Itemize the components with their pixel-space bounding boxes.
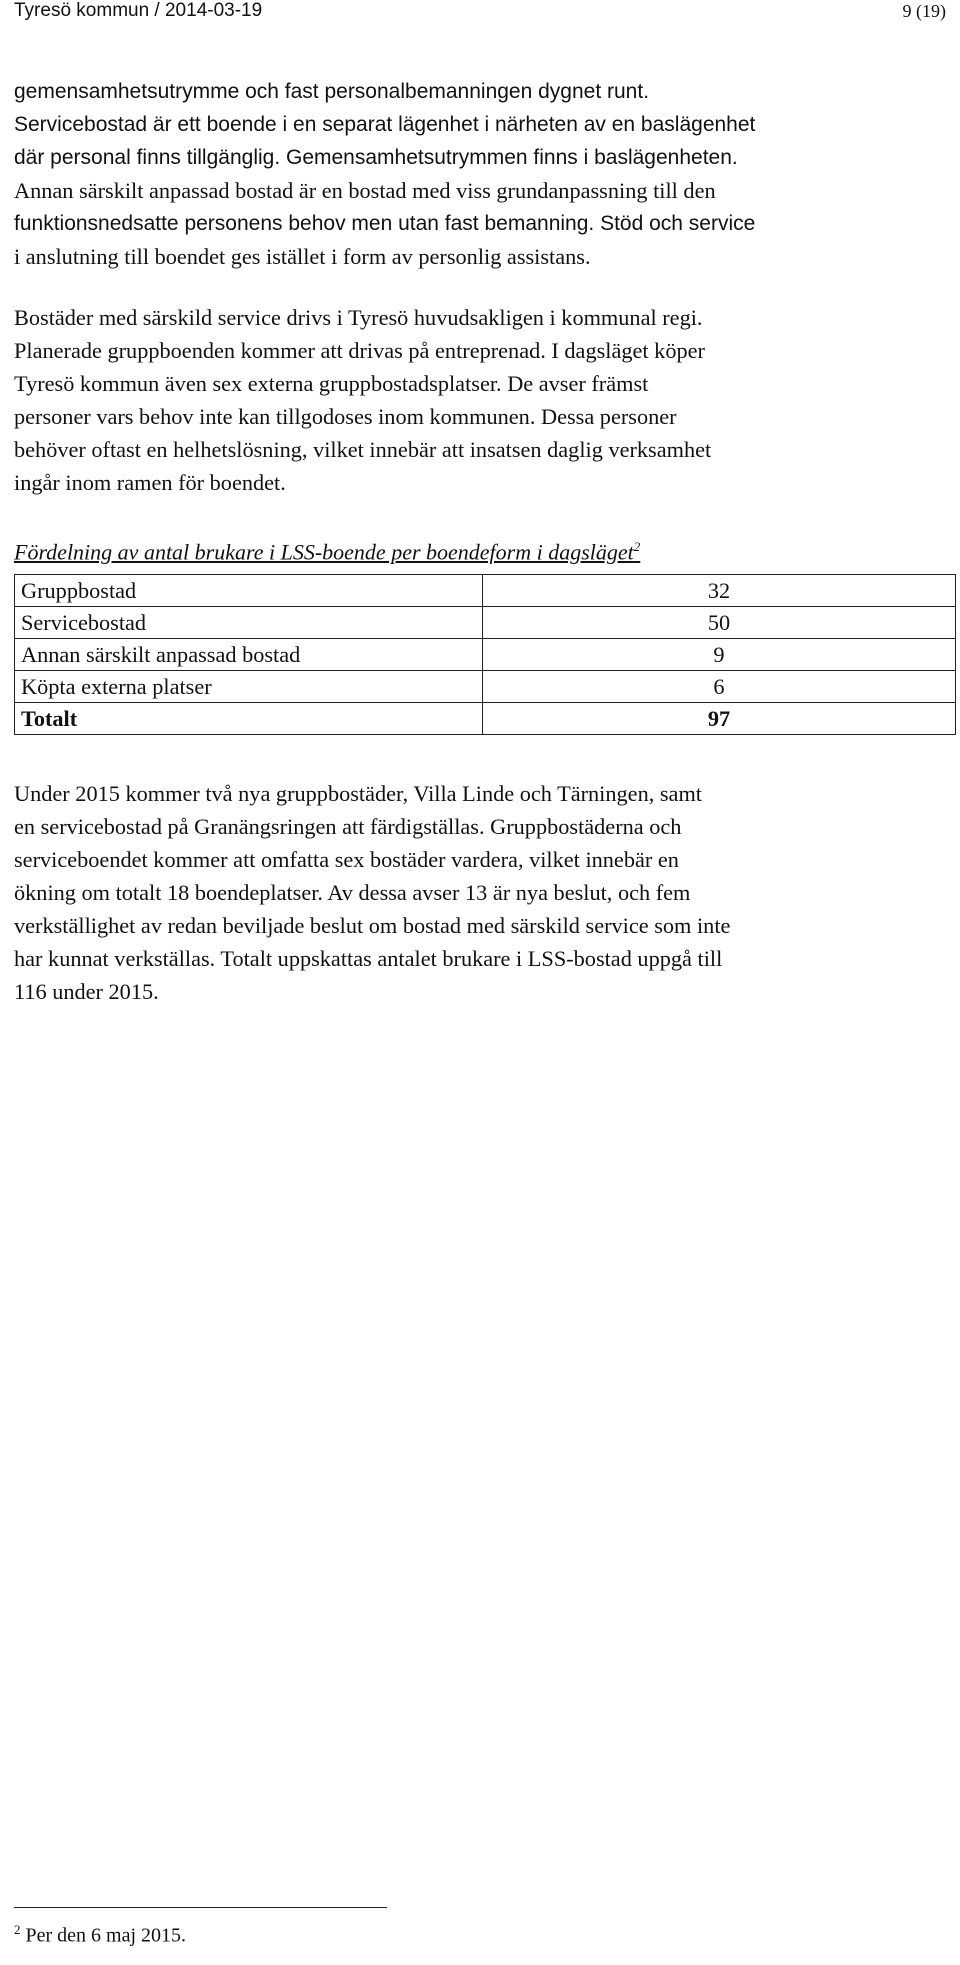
table-row xyxy=(15,671,956,703)
row-label: Annan särskilt anpassad bostad xyxy=(15,639,483,671)
text-line: personer vars behov inte kan tillgodoses inom kommunen. Dessa personer xyxy=(14,404,677,429)
footnote xyxy=(14,1917,186,1949)
text-line: gemensamhetsutrymme och fast personalbemanningen dygnet runt. xyxy=(14,80,650,103)
page-header xyxy=(14,0,946,24)
text-line: Planerade gruppboenden kommer att drivas på entreprenad. I dagsläget köper xyxy=(14,338,705,363)
caption-text: Fördelning av antal brukare i LSS-boende per boendeform i dagsläget xyxy=(14,539,634,565)
text-line: Servicebostad är ett boende i en separat lägenhet i närheten av en baslägenhet xyxy=(14,113,756,136)
page-number: 9 (19) xyxy=(902,1,946,21)
row-label: Servicebostad xyxy=(15,607,483,639)
footnote-text: Per den 6 maj 2015. xyxy=(20,1924,187,1947)
row-label: Gruppbostad xyxy=(15,575,483,607)
text-line: Under 2015 kommer två nya gruppbostäder, Villa Linde och Tärningen, samt xyxy=(14,781,702,807)
row-value: 50 xyxy=(483,607,956,639)
text-line: en servicebostad på Granängsringen att färdigställas. Gruppbostäderna och xyxy=(14,814,682,840)
text-line: behöver oftast en helhetslösning, vilket innebär att insatsen daglig verksamhet xyxy=(14,437,712,462)
table-row xyxy=(15,639,956,671)
text-segment: Stöd och service xyxy=(594,212,756,235)
table-row xyxy=(15,607,956,639)
footnote-divider xyxy=(14,1907,387,1908)
text-line: ingår inom ramen för boendet. xyxy=(14,470,286,495)
footnote-ref: 2 xyxy=(633,539,641,554)
text-line: ökning om totalt 18 boendeplatser. Av dessa avser 13 är nya beslut, och fem xyxy=(14,880,691,906)
text-line: 116 under 2015. xyxy=(14,979,159,1005)
footnote-mark: 2 xyxy=(14,1922,21,1937)
text-line: Bostäder med särskild service drivs i Tyresö huvudsakligen i kommunal regi. xyxy=(14,305,703,330)
text-line: där personal finns tillgänglig. Gemensamhetsutrymmen finns i baslägenheten. xyxy=(14,146,738,169)
header-title: Tyresö kommun / 2014-03-19 xyxy=(14,0,263,21)
total-value: 97 xyxy=(483,703,956,735)
row-value: 6 xyxy=(483,671,956,703)
total-label: Totalt xyxy=(15,703,483,735)
text-line: i anslutning till boendet ges istället i form av personlig assistans. xyxy=(14,244,591,269)
text-line: har kunnat verkställas. Totalt uppskattas antalet brukare i LSS-bostad uppgå till xyxy=(14,946,723,972)
table-row xyxy=(15,575,956,607)
paragraph-housing-types xyxy=(14,75,954,273)
text-segment: funktionsnedsatte personens behov men utan fast bemanning. xyxy=(14,212,595,235)
text-line: Tyresö kommun även sex externa gruppbostadsplatser. De avser främst xyxy=(14,371,649,396)
text-line: verkställighet av redan beviljade beslut om bostad med särskild service som inte xyxy=(14,913,731,939)
residents-table xyxy=(14,574,956,735)
text-line: Annan särskilt anpassad bostad är en bostad med viss grundanpassning till den xyxy=(14,178,716,203)
table-total-row xyxy=(15,703,956,735)
paragraph-2015-plans xyxy=(14,777,954,1008)
row-value: 32 xyxy=(483,575,956,607)
paragraph-operation xyxy=(14,301,954,499)
text-line: serviceboendet kommer att omfatta sex bostäder vardera, vilket innebär en xyxy=(14,847,679,873)
text-line xyxy=(14,207,954,240)
document-body xyxy=(14,75,954,1008)
row-label: Köpta externa platser xyxy=(15,671,483,703)
row-value: 9 xyxy=(483,639,956,671)
table-caption xyxy=(14,532,954,567)
